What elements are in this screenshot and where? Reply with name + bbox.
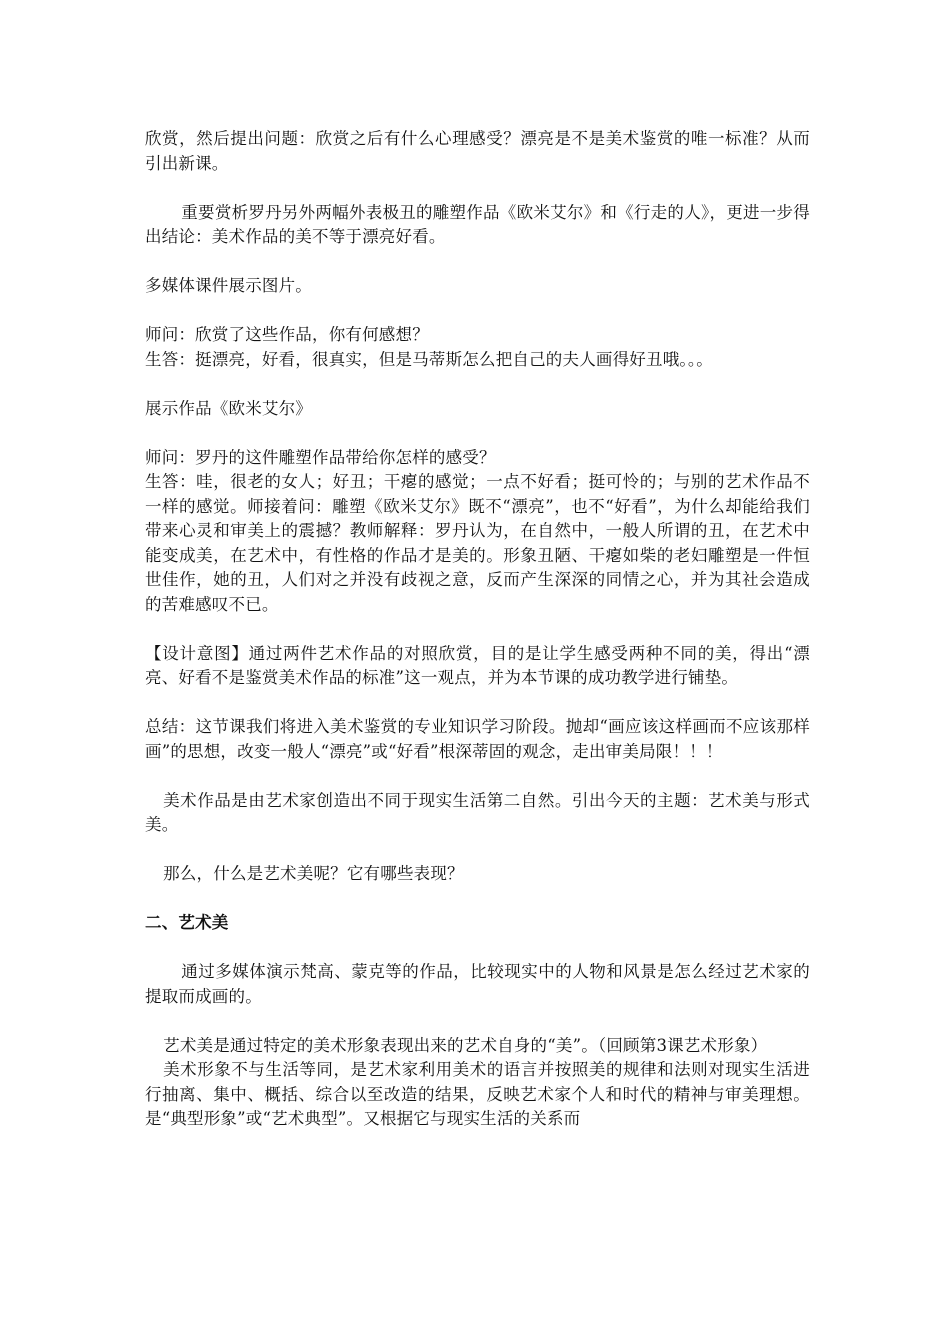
paragraph-teacher-question-2: 师问：罗丹的这件雕塑作品带给你怎样的感受？ [145, 447, 496, 467]
paragraph-show-work: 展示作品《欧米艾尔》 [145, 398, 312, 418]
section-heading-art-beauty: 二、艺术美 [145, 913, 229, 932]
paragraph-question: 那么，什么是艺术美呢？它有哪些表现？ [163, 864, 464, 883]
paragraph-summary: 总结：这节课我们将进入美术鉴赏的专业知识学习阶段。抛却“画应该这样画而不应该那样画”的思想，改变一般人“漂亮”或“好看”根深蒂固的观念，走出审美局限！！！ [145, 717, 810, 761]
paragraph-art-image: 美术形象不与生活等同，是艺术家利用美术的语言并按照美的规律和法则对现实生活进行抽离、集中、概括、综合以至改造的结果，反映艺术家个人和时代的精神与审美理想。是“典型形象”或“艺术典型”。又根据它与现实生活的关系而 [145, 1060, 810, 1128]
paragraph-topic-intro: 美术作品是由艺术家创造出不同于现实生活第二自然。引出今天的主题：艺术美与形式美。 [145, 790, 810, 834]
paragraph-rodin-analysis: 重要赏析罗丹另外两幅外表极丑的雕塑作品《欧米艾尔》和《行走的人》，更进一步得出结论：美术作品的美不等于漂亮好看。 [145, 202, 810, 246]
paragraph-student-answer-2: 生答：哇，很老的女人；好丑；干瘪的感觉；一点不好看；挺可怜的；与别的艺术作品不一样的感觉。师接着问：雕塑《欧米艾尔》既不“漂亮”，也不“好看”，为什么却能给我们带来心灵和审美上的震撼？教师解释：罗丹认为，在自然中，一般人所谓的丑，在艺术中能变成美，在艺术中，有性格的作品才是美的。形象丑陋、干瘪如柴的老妇雕塑是一件恒世佳作，她的丑，人们对之并没有歧视之意，反而产生深深的同情之心，并为其社会造成的苦难感叹不已。 [145, 472, 810, 614]
paragraph-intro: 欣赏，然后提出问题：欣赏之后有什么心理感受？漂亮是不是美术鉴赏的唯一标准？从而引出新课。 [145, 129, 810, 173]
paragraph-design-intent: 【设计意图】通过两件艺术作品的对照欣赏，目的是让学生感受两种不同的美，得出“漂亮、好看不是鉴赏美术作品的标准”这一观点，并为本节课的成功教学进行铺垫。 [145, 643, 810, 687]
paragraph-student-answer-1: 生答：挺漂亮，好看，很真实，但是马蒂斯怎么把自己的夫人画得好丑哦。。。 [145, 349, 713, 369]
paragraph-art-beauty-definition: 艺术美是通过特定的美术形象表现出来的艺术自身的“美”。（回顾第3课艺术形象） [163, 1035, 768, 1055]
paragraph-teacher-question-1: 师问：欣赏了这些作品，你有何感想？ [145, 325, 429, 344]
paragraph-multimedia: 多媒体课件展示图片。 [145, 276, 312, 295]
paragraph-multimedia-demo: 通过多媒体演示梵高、蒙克等的作品，比较现实中的人物和风景是怎么经过艺术家的提取而成画的。 [145, 962, 810, 1006]
document-body [145, 127, 810, 1132]
